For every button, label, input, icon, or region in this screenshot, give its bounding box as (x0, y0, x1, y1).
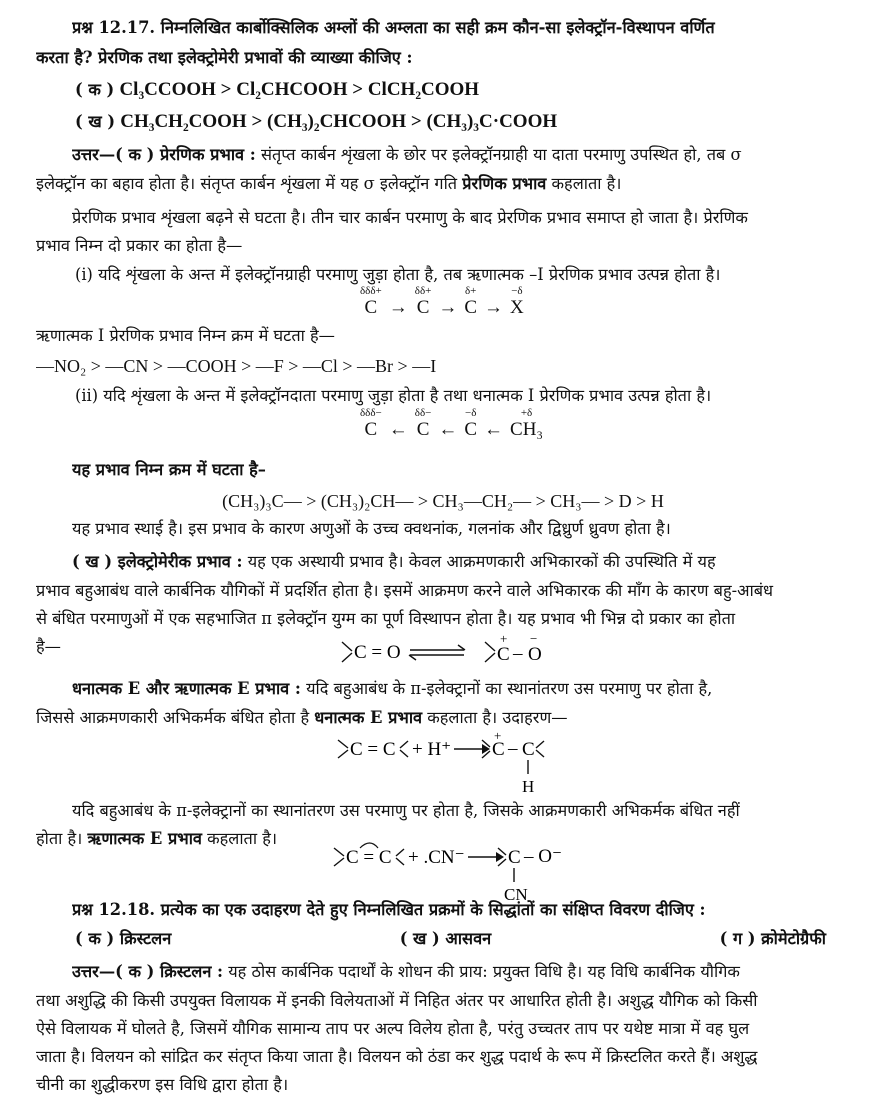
answer-text: यदि बहुआबंध के π-इलेक्ट्रानों का स्थानांतरण उस परमाणु पर होता है, (306, 679, 713, 698)
chain-atom: δδδ+ C (360, 285, 382, 318)
electromeric-line-2: प्रभाव बहुआबंध वाले कार्बनिक यौगिकों में प्रदर्शित होता है। इसमें आक्रमण करने वाले अभिकारक की माँग के कारण बहु-आबंध (36, 581, 774, 600)
term-inductive-effect: प्रेरणिक प्रभाव (462, 174, 547, 193)
svg-text:C = C: C = C (346, 847, 392, 868)
right-arrow-icon: → (388, 297, 408, 318)
negative-e-line-1: यदि बहुआबंध के π-इलेक्ट्रानों का स्थानांतरण उस परमाणु पर होता है, जिसके आक्रमणकारी अभिकर्मक बंधित नहीं (72, 801, 740, 820)
chain-atom: δ+ C (464, 285, 478, 318)
chain-atom: −δ C (464, 407, 478, 440)
svg-text:C: C (522, 739, 535, 760)
svg-text:+: + (500, 632, 508, 646)
positive-order-series: (CH₃)₃C— > (CH₃)₂CH— > CH₃—CH₂— > CH₃— > D > H (222, 491, 664, 511)
svg-text:–: – (513, 643, 523, 664)
electromeric-line-1 (72, 548, 848, 576)
inductive-chain-positive (358, 408, 545, 439)
carbonyl-equilibrium-diagram (330, 632, 560, 672)
answer-text: कहलाता है। उदाहरण— (427, 708, 568, 727)
option-chromatography: ( ग ) क्रोमेटोग्रैफी (719, 929, 826, 948)
eq1-left: C = O (354, 642, 401, 663)
answer-text: होता है। (36, 829, 83, 848)
answer-text: संतृप्त कार्बन शृंखला के छोर पर इलेक्ट्रॉनग्राही या दाता परमाणु उपस्थित हो, तब σ (260, 145, 742, 164)
chain-atom: δδδ− C (360, 407, 382, 440)
svg-text:−: − (530, 632, 538, 646)
svg-text:O: O (528, 644, 542, 665)
answer-crystallization-line-4: जाता है। विलयन को सांद्रित कर संतृप्त किया जाता है। विलयन को ठंडा कर शुद्ध पदार्थ के रूप में क्रिस्टलित करते हैं। अशुद्ध (36, 1047, 758, 1066)
answer-crystallization-line-1 (72, 958, 848, 986)
answer-inductive-line-2 (36, 170, 848, 198)
chain-atom: δδ− C (414, 407, 432, 440)
permanent-effect-text: यह प्रभाव स्थाई है। इस प्रभाव के कारण अणुओं के उच्च क्वथनांक, गलनांक और द्विध्रुर्ण ध्रुवण होता है। (72, 519, 671, 538)
svg-text:+: + (494, 732, 502, 743)
positive-e-example-diagram (330, 732, 570, 796)
right-arrow-icon: → (438, 297, 458, 318)
svg-text:– O⁻: – O⁻ (524, 846, 562, 867)
positive-e-line-2 (36, 704, 848, 732)
inductive-chain-negative (358, 286, 526, 317)
svg-text:+ H⁺: + H⁺ (412, 739, 452, 760)
question-12-18-options (75, 925, 826, 953)
electromeric-line-3: से बंधित परमाणुओं में एक सहभाजित π इलेक्ट्रॉन युग्म का पूर्ण विस्थापन होता है। यह प्रभाव भी भिन्न दो प्रकार का होता (36, 609, 736, 628)
positive-e-line-1 (72, 675, 848, 703)
question-12-17-line-1: प्रश्न 12.17. निम्नलिखित कार्बोक्सिलिक अम्लों की अम्लता का सही क्रम कौन-सा इलेक्ट्रॉन-विस्थापन वर्णित (72, 18, 715, 37)
svg-text:C = C: C = C (350, 739, 396, 760)
point-i: (i) यदि शृंखला के अन्त में इलेक्ट्रॉनग्राही परमाणु जुड़ा होता है, तब ऋणात्मक –I प्रेरणिक प्रभाव उत्पन्न होता है। (75, 265, 721, 284)
effect-decrease-text: यह प्रभाव निम्न क्रम में घटता है– (72, 460, 266, 479)
answer-heading: उत्तर—( क ) प्रेरणिक प्रभाव : (72, 145, 256, 164)
chain-atom: δδ+ C (414, 285, 432, 318)
option-crystallization: ( क ) क्रिस्टलन (75, 929, 172, 948)
option-k (75, 76, 848, 104)
answer-text: जिससे आक्रमणकारी अभिकर्मक बंधित होता है (36, 708, 310, 727)
question-12-17-line-2: करता है? प्रेरणिक तथा इलेक्ट्रोमेरी प्रभावों की व्याख्या कीजिए : (36, 48, 413, 67)
chain-atom: −δ X (510, 285, 524, 318)
left-arrow-icon: ← (484, 419, 504, 440)
paragraph-line: प्रेरणिक प्रभाव शृंखला बढ़ने से घटता है। तीन चार कार्बन परमाणु के बाद प्रेरणिक प्रभाव समाप्त हो जाता है। प्रेरणिक (72, 208, 748, 227)
answer-crystallization-heading: उत्तर—( क ) क्रिस्टलन : (72, 962, 224, 981)
svg-text:C: C (508, 847, 521, 868)
answer-crystallization-line-2: तथा अशुद्धि की किसी उपयुक्त विलायक में इनकी विलेयताओं में निहित अंतर पर आधारित होती है। अशुद्ध यौगिक को किसी (36, 991, 758, 1010)
answer-crystallization-line-5: चीनी का शुद्धीकरण इस विधि द्वारा होता है। (36, 1075, 289, 1094)
option-k-formula: Cl₃CCOOH > Cl₂CHCOOH > ClCH₂COOH (119, 79, 480, 100)
option-kh-label: ( ख ) (75, 112, 116, 131)
option-k-label: ( क ) (75, 80, 115, 99)
svg-text:+ .CN⁻: + .CN⁻ (408, 847, 465, 868)
positive-negative-e-heading: धनात्मक E और ऋणात्मक E प्रभाव : (72, 679, 301, 698)
term-positive-e: धनात्मक E प्रभाव (314, 708, 423, 727)
option-kh-formula: CH₃CH₂COOH > (CH₃)₂CHCOOH > (CH₃)₃C·COOH (120, 111, 558, 132)
answer-inductive-line-1 (72, 141, 848, 169)
svg-text:–: – (508, 738, 518, 759)
right-arrow-icon: → (484, 297, 504, 318)
answer-text: यह एक अस्थायी प्रभाव है। केवल आक्रमणकारी अभिकारकों की उपस्थिति में यह (247, 552, 716, 571)
svg-text:CN: CN (504, 885, 528, 904)
answer-crystallization-line-3: ऐसे विलायक में घोलते है, जिसमें यौगिक सामान्य ताप पर अल्प विलेय होता है, परंतु उच्चतर ताप पर यथेष्ट मात्रा में वह घुल (36, 1019, 750, 1038)
option-distillation: ( ख ) आसवन (399, 929, 492, 948)
paragraph-line: प्रभाव निम्न दो प्रकार का होता है— (36, 236, 243, 255)
answer-text: यह ठोस कार्बनिक पदार्थों के शोधन की प्राय: प्रयुक्त विधि है। यह विधि कार्बनिक यौगिक (228, 962, 740, 981)
term-negative-e: ऋणात्मक E प्रभाव (87, 829, 202, 848)
left-arrow-icon: ← (388, 419, 408, 440)
option-kh (75, 108, 848, 136)
left-arrow-icon: ← (438, 419, 458, 440)
answer-text: कहलाता है। (207, 829, 278, 848)
answer-text: कहलाता है। (551, 174, 622, 193)
svg-text:C: C (497, 644, 510, 665)
point-ii: (ii) यदि शृंखला के अन्त में इलेक्ट्रॉनदाता परमाणु जुड़ा होता है तथा धनात्मक I प्रेरणिक प्रभाव उत्पन्न होता है। (75, 386, 712, 405)
answer-text: इलेक्ट्रॉन का बहाव होता है। संतृप्त कार्बन शृंखला में यह σ इलेक्ट्रॉन गति (36, 174, 458, 193)
electromeric-heading: ( ख ) इलेक्ट्रोमेरीक प्रभाव : (72, 552, 243, 571)
svg-text:C: C (492, 739, 505, 760)
negative-order-series: —NO₂ > —CN > —COOH > —F > —Cl > —Br > —I (36, 356, 437, 376)
chain-atom: +δ CH₃ (510, 407, 544, 440)
electromeric-line-4: है— (36, 637, 61, 656)
svg-text:H: H (522, 777, 535, 796)
negative-order-text: ऋणात्मक I प्रेरणिक प्रभाव निम्न क्रम में घटता है— (36, 326, 335, 345)
question-12-18: प्रश्न 12.18. प्रत्येक का एक उदाहरण देते हुए निम्नलिखित प्रक्रमों के सिद्धांतों का संक्षिप्त विवरण दीजिए : (72, 900, 706, 919)
